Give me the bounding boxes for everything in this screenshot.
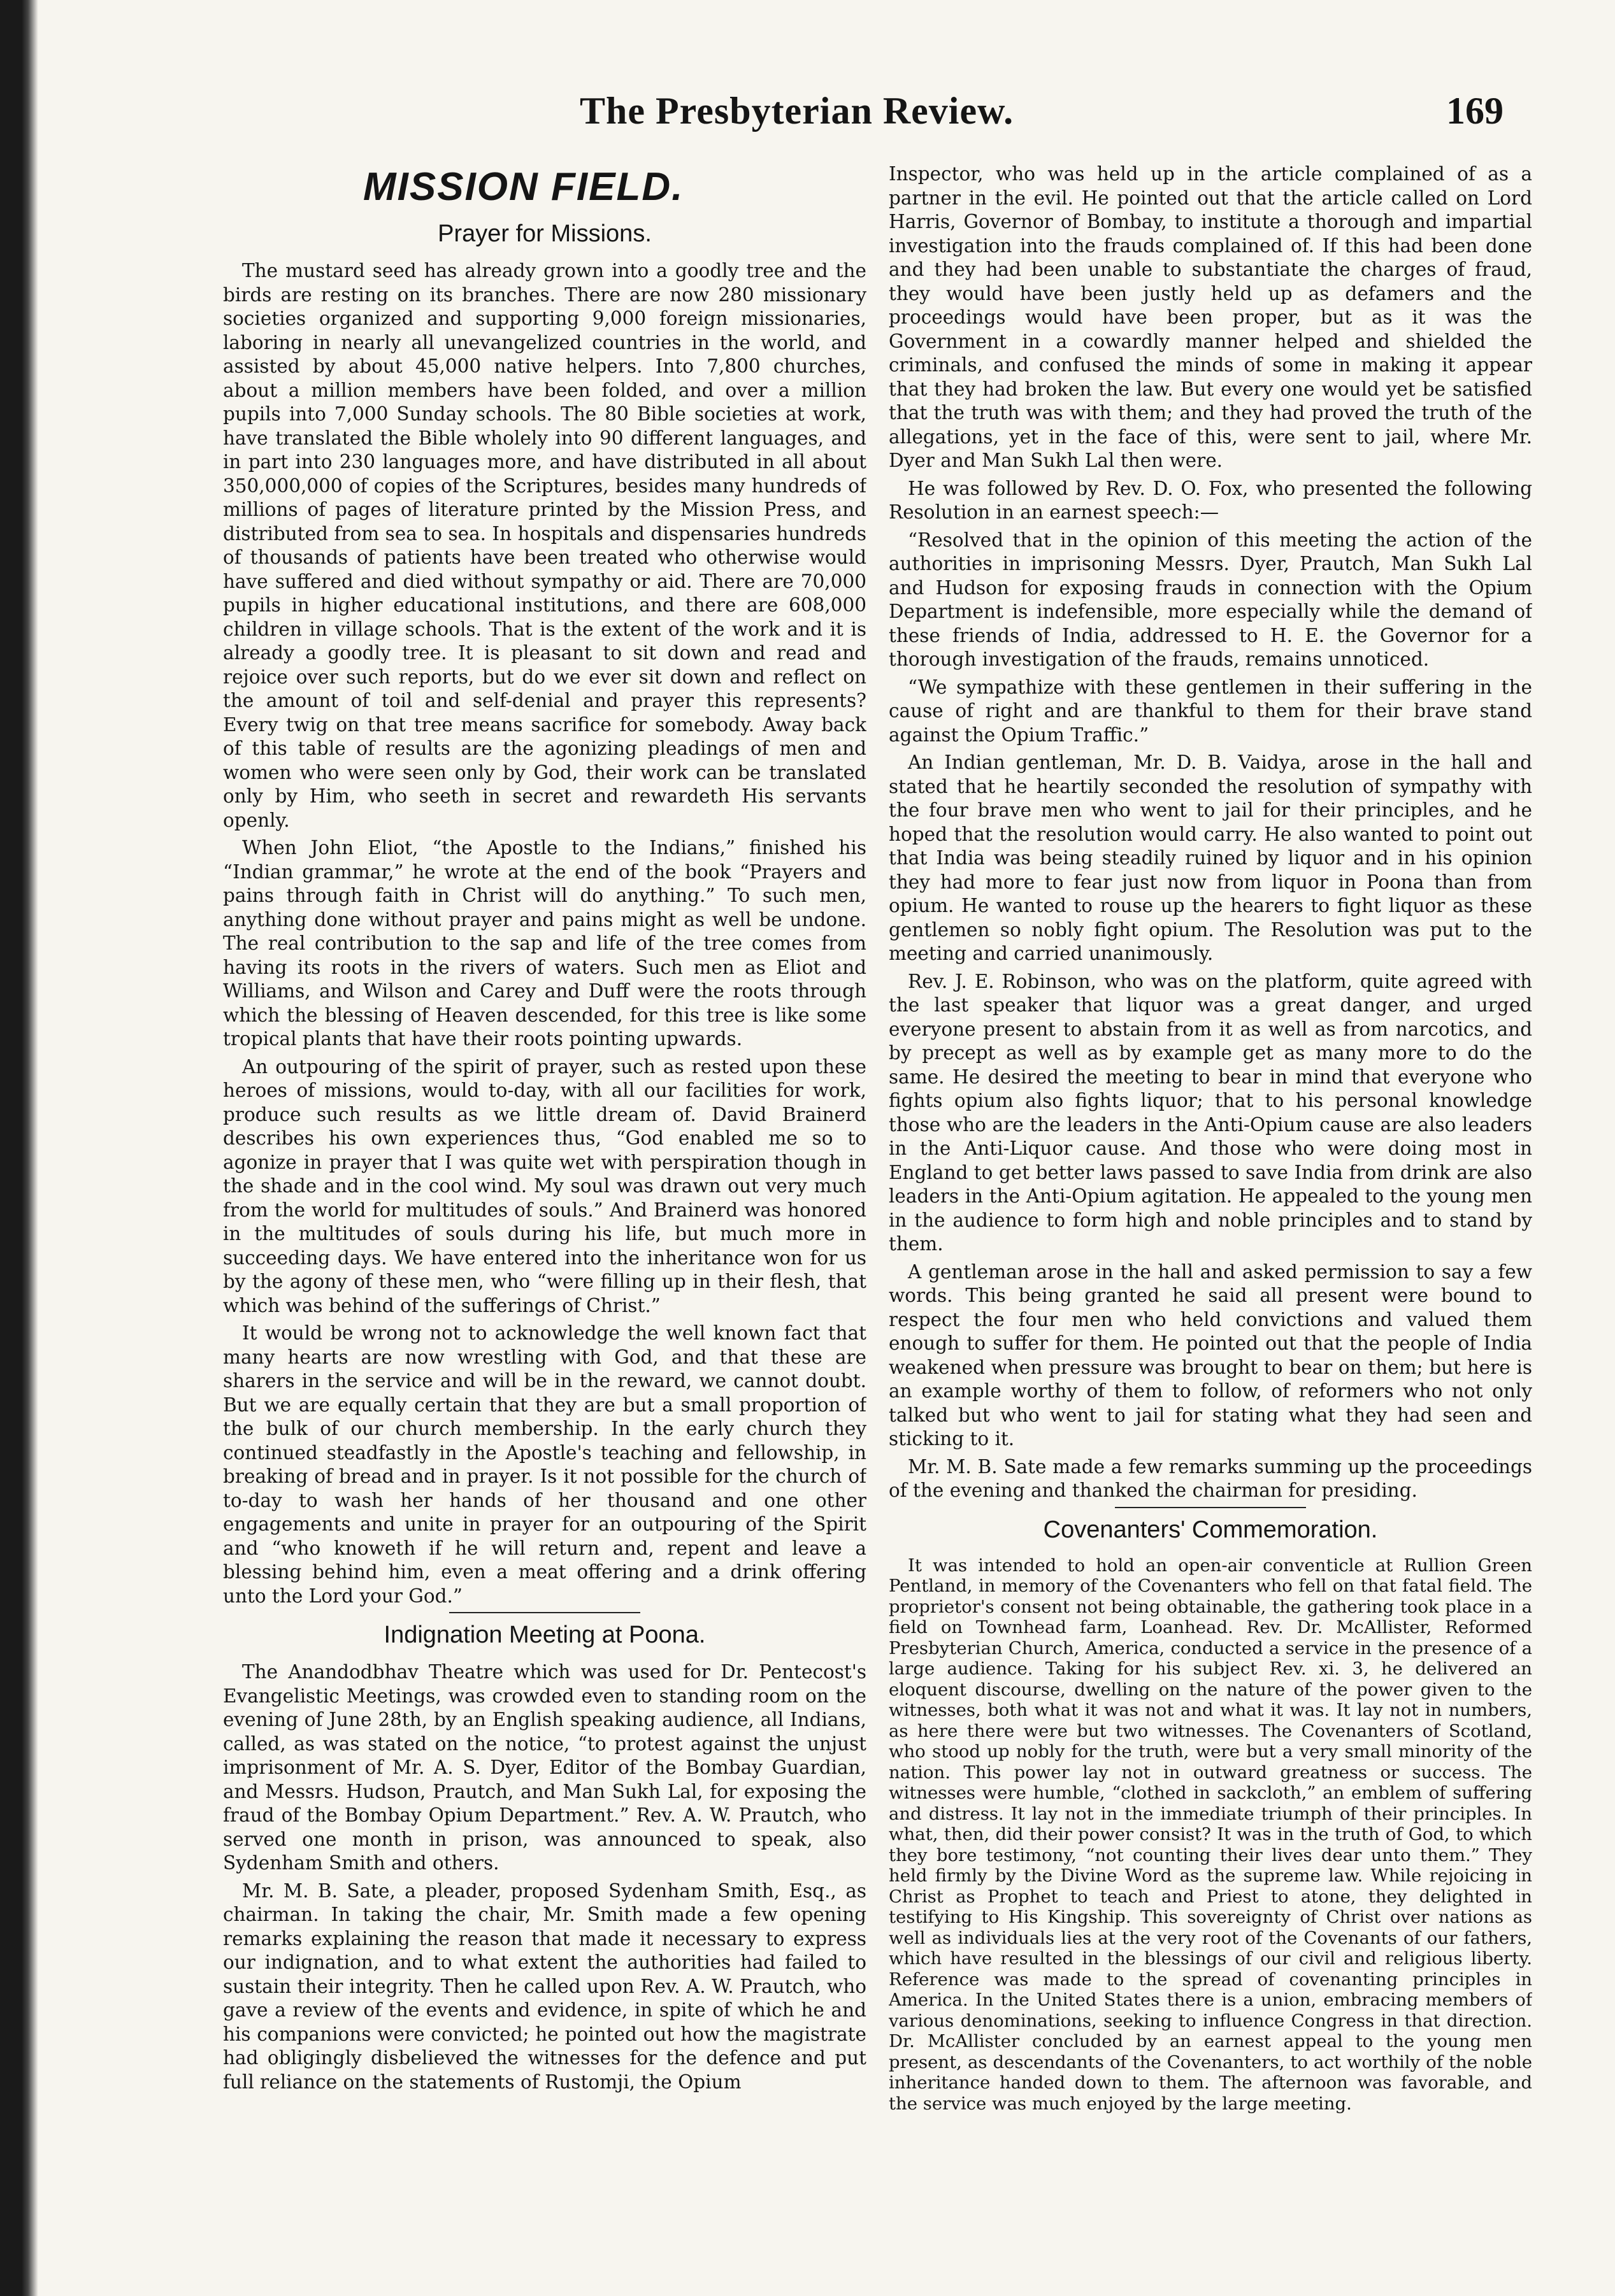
prayer-paragraph: An outpouring of the spirit of prayer, such as rested upon these heroes of missions, would to-day, with all our facilities for work, produce such results as we little dream of. David Brainerd describes his own experiences thus, “God enabled me so to agonize in prayer that I was quite wet with perspiration though in the shade and in the cool wind. My soul was drawn out very much from the world for multitudes of souls.” And Brainerd was honored in the multitudes of souls during his life, but much more in succeeding days. We have entered into the inheritance won for us by the agony of these men, who “were filling up in their flesh, that which was behind of the sufferings of Christ.” [223,1055,866,1316]
indignation-paragraph: A gentleman arose in the hall and asked permission to say a few words. This being granted he said all present were bound to respect the four men who held convictions and valued them enough to suffer for them. He pointed out that the people of India weakened when pressure was brought to bear on them; but here is an example worthy of them to follow, of reformers who not only talked but who went to jail for stating what they had seen and sticking to it. [889,1260,1532,1450]
indignation-paragraph: An Indian gentleman, Mr. D. B. Vaidya, arose in the hall and stated that he heartily seconded the resolution of sympathy with the four brave men who went to jail for their principles, and he hoped that the resolution would carry. He also wanted to point out that India was being steadily ruined by liquor and in his opinion they had more to fear just now from liquor in Poona than from opium. He wanted to rouse up the hearers to fight liquor as these gentlemen so nobly fight opium. The Resolution was put to the meeting and carried unanimously. [889,752,1532,964]
indignation-paragraph: Inspector, who was held up in the article complained of as a partner in the evil. He pointed out that the article called on Lord Harris, Governor of Bombay, to institute a thorough and impartial investigation into the frauds complained of. If this had been done and they had been unable to substantiate the charges of fraud, they would have been justly held up as defamers and the proceedings would have been proper, but as it was the Government in a cowardly manner helped and shielded the criminals, and confused the minds of some in making it appear that they had broken the law. But every one would yet be satisfied that the truth was with them; and they had proved the truth of the allegations, yet in the face of this, were sent to jail, where Mr. Dyer and Man Sukh Lal then were. [889,163,1532,471]
right-column [889,162,1532,2258]
indignation-paragraph: Rev. J. E. Robinson, who was on the platform, quite agreed with the last speaker that liquor was a great danger, and urged everyone present to abstain from it as well as from narcotics, and by precept as well as by example get as many more to do the same. He desired the meeting to bear in mind that everyone who fights opium also fights liquor; that to his personal knowledge those who are the leaders in the Anti-Opium cause are also leaders in the Anti-Liquor cause. And those who were doing most in England to get better laws passed to save India from drink are also leaders in the Anti-Opium agitation. He appealed to the young men in the audience to form high and noble principles and to stand by them. [889,970,1532,1255]
resolution-text: “Resolved that in the opinion of this meeting the action of the authorities in imprisoning Messrs. Dyer, Prautch, Man Sukh Lal and Hudson for exposing frauds in connection with the Opium Department is indefensible, more especially while the demand of these friends of India, addressed to H. E. the Governor for a thorough investigation of the frauds, remains unnoticed. [889,529,1532,670]
prayer-paragraph: The mustard seed has already grown into a goodly tree and the birds are resting on its branches. There are now 280 missionary societies organized and supporting 9,000 foreign missionaries, laboring in nearly all unevangelized countries in the world, and assisted by about 45,000 native helpers. Into 7,800 churches, about a million members have been folded, and over a million pupils into 7,000 Sunday schools. The 80 Bible societies at work, have translated the Bible wholely into 90 different languages, and in part into 230 languages more, and have distributed in all about 350,000,000 of copies of the Scriptures, besides many hundreds of millions of pages of literature printed by the Mission Press, and distributed from sea to sea. In hospitals and dispensaries hundreds of thousands of patients have been treated who otherwise would have suffered and died without sympathy or aid. There are 70,000 pupils in higher educational institutions, and there are 608,000 children in village schools. That is the extent of the work and it is already a goodly tree. It is pleasant to sit down and read and rejoice over such reports, but do we ever sit down and reflect on the amount of toil and self-denial and prayer this represents? Every twig on that tree means sacrifice for somebody. Away back of this table of results are the agonizing pleadings of men and women who were seen only by God, their work can be translated only by Him, who seeth in secret and rewardeth His servants openly. [223,260,866,831]
prayer-paragraph: It would be wrong not to acknowledge the well known fact that many hearts are now wrestling with God, and that these are sharers in the service and will be in the reward, we cannot doubt. But we are equally certain that they are but a small proportion of the bulk of our church membership. In the early church they continued steadfastly in the Apostle's teaching and fellowship, in breaking of bread and in prayer. Is it not possible for the church of to-day to wash her hands of her thousand and one other engagements and unite in prayer for an outpouring of the Spirit and “who knoweth if he will return and, repent and leave a blessing behind him, even a meat offering and a drink offering unto the Lord your God.” [223,1322,866,1607]
indignation-paragraph: Mr. M. B. Sate, a pleader, proposed Sydenham Smith, Esq., as chairman. In taking the chair, Mr. Smith made a few opening remarks explaining the reason that made it necessary to express our indignation, and to what extent the authorities had failed to sustain their integrity. Then he called upon Rev. A. W. Prautch, who gave a review of the events and evidence, in spite of which he and his companions were convicted; he pointed out how the magistrate had obligingly disbelieved the witnesses for the defence and put full reliance on the statements of Rustomji, the Opium [223,1879,866,2093]
article-title-indignation: Indignation Meeting at Poona. [384,1622,706,1648]
page-number: 169 [1446,90,1504,132]
section-heading: MISSION FIELD. [363,165,684,209]
resolution-text: “We sympathize with these gentlemen in their suffering in the cause of right and are thankful to them for their brave stand against the Opium Traffic.” [889,676,1532,746]
covenanters-paragraph: It was intended to hold an open-air conventicle at Rullion Green Pentland, in memory of the Covenanters who fell on that fatal field. The proprietor's consent not being obtainable, the gathering took place in a field on Townhead farm, Loanhead. Rev. Dr. McAllister, Reformed Presbyterian Church, America, conducted a service in the presence of a large audience. Taking for his subject Rev. xi. 3, he delivered an eloquent discourse, dwelling on the nature of the power given to the witnesses, both what it was not and what it was. It lay not in numbers, as here there were but two witnesses. The Covenanters of Scotland, who stood up nobly for the truth, were but a very small minority of the nation. This power lay not in outward greatness or success. The witnesses were humble, “clothed in sackcloth,” an emblem of suffering and distress. It lay not in the immediate triumph of their principles. In what, then, did their power consist? It was in the truth of God, to which they bore testimony, “not counting their lives dear unto them.” They held firmly by the Divine Word as the supreme law. While rejoicing in Christ as Prophet to teach and Priest to atone, they delighted in testifying to His Kingship. This sovereignty of Christ over nations as well as individuals lies at the very root of the Covenants of our fathers, which have resulted in the blessings of our civil and religious liberty. Reference was made to the spread of covenanting principles in America. In the United States there is a union, embracing members of various denominations, seeking to influence Congress in that direction. Dr. McAllister concluded by an earnest appeal to the young men present, as descendants of the Covenanters, to act worthily of the noble inheritance handed down to them. The afternoon was favorable, and the service was much enjoyed by the large meeting. [889,1555,1532,2114]
left-column [223,162,866,2258]
section-divider [449,1612,640,1613]
prayer-paragraph: When John Eliot, “the Apostle to the Indians,” finished his “Indian grammar,” he wrote at the end of the book “Prayers and pains through faith in Christ will do anything.” To such men, anything done without prayer and pains might as well be undone. The real contribution to the sap and life of the tree comes from having its roots in the rivers of waters. Such men as Eliot and Williams, and Wilson and Carey and Duff were the roots through which the blessing of Heaven descended, for this tree is like some tropical plants that have their roots pointing upwards. [223,837,866,1050]
indignation-paragraph: The Anandodbhav Theatre which was used for Dr. Pentecost's Evangelistic Meetings, was crowded even to standing room on the evening of June 28th, by an English speaking audience, all Indians, called, as was stated on the notice, “to protest against the unjust imprisonment of Mr. A. S. Dyer, Editor of the Bombay Guardian, and Messrs. Hudson, Prautch, and Man Sukh Lal, for exposing the fraud of the Bombay Opium Department.” Rev. A. W. Prautch, who served one month in prison, was announced to speak, also Sydenham Smith and others. [223,1661,866,1874]
indignation-paragraph: Mr. M. B. Sate made a few remarks summing up the proceedings of the evening and thanked the chairman for presiding. [889,1455,1532,1501]
journal-title: The Presbyterian Review. [580,90,1014,132]
article-title-covenanters: Covenanters' Commemoration. [1043,1516,1378,1543]
covenanters-article [889,1513,1532,2114]
section-divider [1115,1507,1306,1508]
page-header [561,89,1504,146]
book-binding-edge [0,0,38,2296]
indignation-paragraph: He was followed by Rev. D. O. Fox, who presented the following Resolution in an earnest speech:— [889,477,1532,523]
article-title-prayer: Prayer for Missions. [438,220,652,247]
